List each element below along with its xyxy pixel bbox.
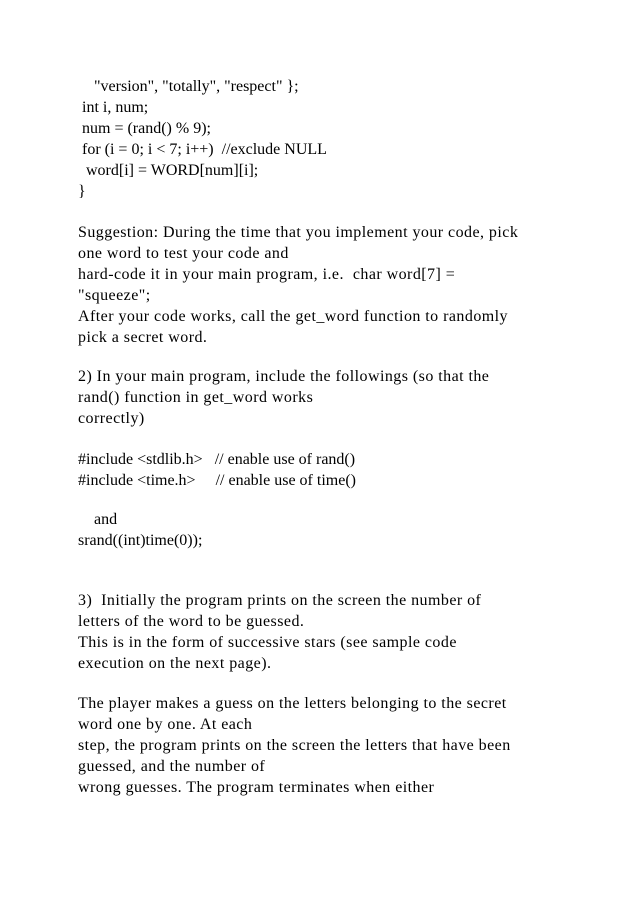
step3-line: letters of the word to be guessed.: [78, 613, 305, 630]
step3-line: 3) Initially the program prints on the screen the number of: [78, 592, 482, 609]
code-line: num = (rand() % 9);: [78, 120, 211, 137]
srand-line: srand((int)time(0));: [78, 532, 203, 549]
include-line: #include <time.h> // enable use of time(): [78, 472, 356, 489]
step2-line: correctly): [78, 410, 145, 427]
suggestion-line: After your code works, call the get_word function to randomly: [78, 308, 509, 325]
code-line: for (i = 0; i < 7; i++) //exclude NULL: [78, 141, 327, 158]
player-line: wrong guesses. The program terminates when either: [78, 779, 435, 796]
player-line: The player makes a guess on the letters belonging to the secret: [78, 695, 507, 712]
suggestion-line: one word to test your code and: [78, 245, 289, 262]
suggestion-line: "squeeze";: [78, 287, 151, 304]
code-line: word[i] = WORD[num][i];: [78, 162, 259, 179]
code-line: }: [78, 183, 86, 200]
suggestion-line: Suggestion: During the time that you implement your code, pick: [78, 224, 519, 241]
player-line: step, the program prints on the screen the letters that have been: [78, 737, 511, 754]
srand-line: and: [78, 511, 118, 528]
step3-line: This is in the form of successive stars (see sample code: [78, 634, 457, 651]
step3-line: execution on the next page).: [78, 655, 272, 672]
player-line: word one by one. At each: [78, 716, 253, 733]
step2-line: rand() function in get_word works: [78, 389, 314, 406]
suggestion-line: hard-code it in your main program, i.e. char word[7] =: [78, 266, 456, 283]
step2-line: 2) In your main program, include the followings (so that the: [78, 368, 490, 385]
player-line: guessed, and the number of: [78, 758, 266, 775]
include-line: #include <stdlib.h> // enable use of rand(): [78, 451, 356, 468]
code-line: "version", "totally", "respect" };: [78, 78, 299, 95]
suggestion-line: pick a secret word.: [78, 329, 208, 346]
code-line: int i, num;: [78, 99, 149, 116]
